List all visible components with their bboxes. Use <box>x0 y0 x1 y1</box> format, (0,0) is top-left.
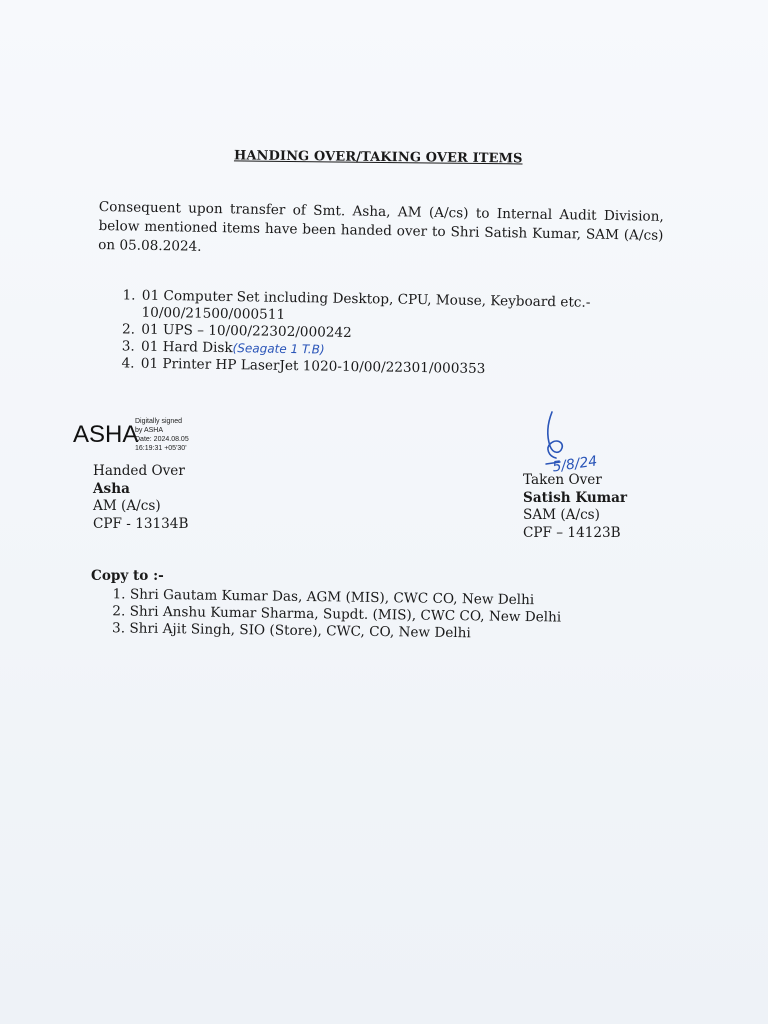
digital-signature-block <box>73 417 233 459</box>
taken-over-label: Taken Over <box>523 472 602 488</box>
taken-over-block <box>523 472 627 542</box>
taken-over-designation: SAM (A/cs) <box>523 507 600 523</box>
list-item: 3. Shri Ajit Singh, SIO (Store), CWC, CO, New Delhi <box>129 621 649 645</box>
document-title: HANDING OVER/TAKING OVER ITEMS <box>233 148 523 167</box>
taken-over-name: Satish Kumar <box>523 489 628 506</box>
handed-over-block <box>93 463 188 533</box>
handed-over-cpf: CPF - 13134B <box>93 515 189 532</box>
handed-over-designation: AM (A/cs) <box>93 498 161 514</box>
list-item: 4. 01 Printer HP LaserJet 1020-10/00/22301/000353 <box>139 356 639 381</box>
intro-paragraph: Consequent upon transfer of Smt. Asha, AM (A/cs) to Internal Audit Division, below mentioned items have been handed over to Shri Satish Kumar, SAM (A/cs) on 05.08.2024. <box>98 198 664 255</box>
list-item: 2. 01 UPS – 10/00/22302/000242 <box>139 322 639 347</box>
handwritten-note: (Seagate 1 T.B) <box>232 341 325 357</box>
list-item: 1. 01 Computer Set including Desktop, CPU, Mouse, Keyboard etc.- 10/00/21500/000511 <box>139 288 639 330</box>
handwritten-signature <box>538 408 618 480</box>
taken-over-cpf: CPF – 14123B <box>523 524 621 541</box>
copy-to-list <box>91 586 650 645</box>
copy-to-heading: Copy to :- <box>91 568 164 584</box>
signature-date: 5/8/24 <box>551 453 599 476</box>
digital-signature-details: Digitally signed by ASHA Date: 2024.08.05 16:19:31 +05'30' <box>135 418 189 452</box>
handed-over-name: Asha <box>93 480 130 497</box>
list-item: 2. Shri Anshu Kumar Sharma, Supdt. (MIS), CWC CO, New Delhi <box>130 604 650 628</box>
handover-items-list <box>99 287 640 380</box>
handed-over-label: Handed Over <box>93 463 185 479</box>
list-item: 3. 01 Hard Disk(Seagate 1 T.B) <box>139 339 639 364</box>
digital-signature-name: ASHA <box>73 421 139 448</box>
list-item: 1. Shri Gautam Kumar Das, AGM (MIS), CWC CO, New Delhi <box>130 587 650 611</box>
